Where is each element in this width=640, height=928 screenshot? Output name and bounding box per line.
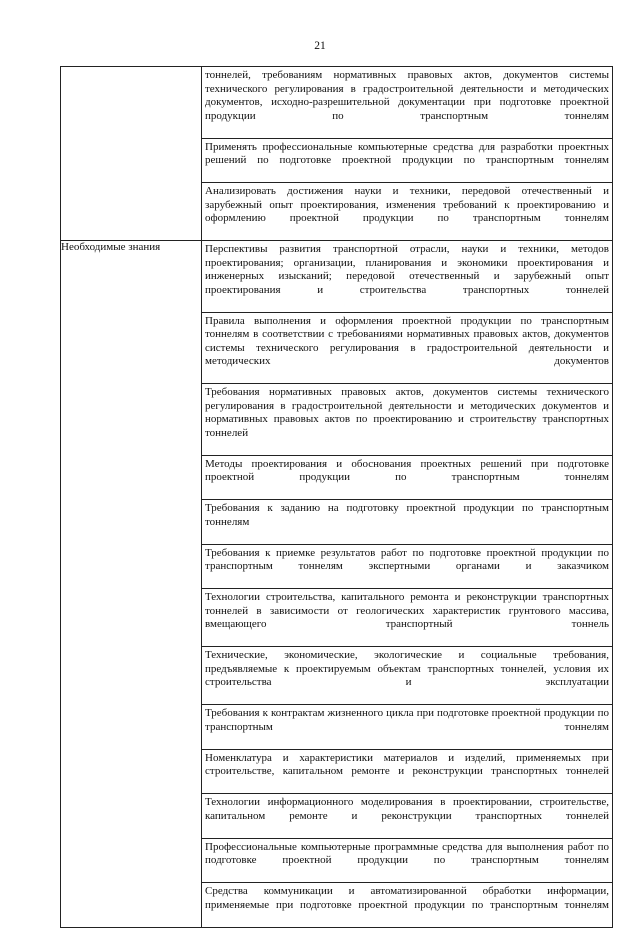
requirement-item: Методы проектирования и обоснования проектных решений при подготовке проектной продукции по транспортным тоннелям — [202, 455, 612, 500]
page-number: 21 — [314, 40, 326, 52]
requirement-item: Применять профессиональные компьютерные средства для разработки проектных решений по подготовке проектной продукции по транспортным тоннелям — [202, 138, 612, 183]
requirement-item: тоннелей, требованиям нормативных правовых актов, документов системы технического регулирования в градостроительной деятельности и методических документов, исходно-разрешительной документации при подготовке проектной продукции по транспортным тоннелям — [205, 69, 609, 122]
table-row — [61, 241, 613, 928]
requirement-item: Профессиональные компьютерные программные средства для выполнения работ по подготовке проектной продукции по транспортным тоннелям — [202, 838, 612, 883]
requirement-item: Правила выполнения и оформления проектной продукции по транспортным тоннелям в соответствии с требованиями нормативных правовых актов, документов системы технического регулирования в градостроительной деятельности и методических документов — [202, 312, 612, 384]
requirement-item: Средства коммуникации и автоматизированной обработки информации, применяемые при подготовке проектной продукции по транспортным тоннелям — [202, 882, 612, 927]
row-label — [61, 67, 202, 241]
requirement-item: Номенклатура и характеристики материалов и изделий, применяемых при строительстве, капитальном ремонте и реконструкции транспортных тоннелей — [202, 749, 612, 794]
table-row — [61, 67, 613, 241]
requirement-item: Требования к контрактам жизненного цикла при подготовке проектной продукции по транспортным тоннелям — [202, 704, 612, 749]
requirement-item: Требования к приемке результатов работ по подготовке проектной продукции по транспортным тоннелям экспертными органами и заказчиком — [202, 544, 612, 589]
row-label: Необходимые знания — [61, 241, 202, 928]
requirement-item: Технические, экономические, экологические и социальные требования, предъявляемые к проектируемым объектам транспортных тоннелей, условия их строительства и эксплуатации — [202, 646, 612, 704]
requirement-item: Технологии строительства, капитального ремонта и реконструкции транспортных тоннелей в зависимости от геологических характеристик грунтового массива, вмещающего транспортный тоннель — [202, 588, 612, 646]
table-body — [61, 67, 613, 928]
requirement-item: Перспективы развития транспортной отрасли, науки и техники, методов проектирования; организации, планирования и экономики проектирования и инженерных изысканий; передовой отечественный и зарубежный опыт проектирования и строительства транспортных тоннелей — [205, 243, 609, 296]
requirement-item: Анализировать достижения науки и техники, передовой отечественный и зарубежный опыт проектирования, изменения требований к проектированию и оформлению проектной продукции по транспортным тоннелям — [202, 182, 612, 240]
requirement-item: Технологии информационного моделирования в проектировании, строительстве, капитальном ремонте и реконструкции транспортных тоннелей — [202, 793, 612, 838]
requirements-table — [60, 66, 613, 928]
row-items — [202, 67, 613, 241]
row-items — [202, 241, 613, 928]
requirement-item: Требования к заданию на подготовку проектной продукции по транспортным тоннелям — [202, 499, 612, 544]
requirement-item: Требования нормативных правовых актов, документов системы технического регулирования в градостроительной деятельности и методических документов и нормативных правовых актов по проектированию и строительству транспортных тоннелей — [202, 383, 612, 455]
